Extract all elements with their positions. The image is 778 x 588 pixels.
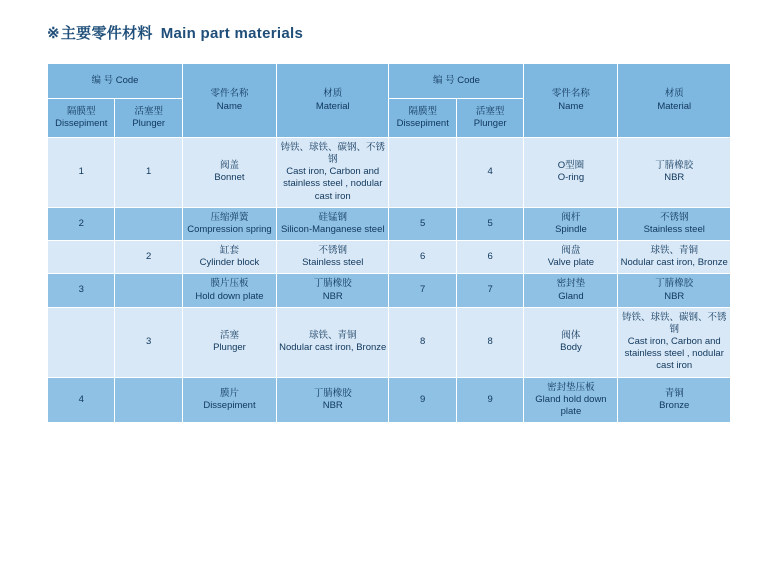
header-name-left <box>182 64 276 138</box>
cell-part-name-cn: 密封垫 <box>556 278 586 290</box>
cell-material <box>618 138 731 208</box>
header-material-left-cn: 材质 <box>323 88 343 100</box>
cell-material-cn: 铸铁、球铁、碳钢、不锈钢 <box>621 311 727 335</box>
cell-plunger-code: 5 <box>456 207 523 240</box>
cell-part-name <box>182 377 276 422</box>
cell-part-name-en: Bonnet <box>214 172 245 184</box>
cell-plunger-code <box>115 207 182 240</box>
cell-material-cn: 球铁、青铜 <box>308 329 357 341</box>
cell-part-name-cn: 缸套 <box>219 245 239 257</box>
header-material-right-en: Material <box>657 100 692 112</box>
header-plunger-left <box>115 99 182 138</box>
title-mark-icon: ※ <box>47 25 60 42</box>
header-dissepiment-left-cn: 隔膜型 <box>66 105 96 117</box>
cell-part-name <box>182 274 276 307</box>
cell-material <box>277 241 389 274</box>
table-row <box>48 274 731 307</box>
cell-part-name-cn: 膜片 <box>219 387 239 399</box>
cell-material-cn: 球铁、青铜 <box>650 245 698 257</box>
cell-material-cn: 青铜 <box>664 387 684 399</box>
cell-part-name-en: Hold down plate <box>195 290 264 302</box>
cell-part-name <box>182 241 276 274</box>
cell-material-en: Stainless steel <box>302 257 364 269</box>
header-name-left-en: Name <box>216 100 243 112</box>
cell-material-cn: 丁腈橡胶 <box>655 160 694 172</box>
header-dissepiment-left <box>48 99 115 138</box>
cell-material-cn: 不锈钢 <box>318 245 347 257</box>
table-row <box>48 377 731 422</box>
header-plunger-right-en: Plunger <box>473 118 507 129</box>
cell-dissepiment-code: 8 <box>389 307 456 377</box>
table-row <box>48 241 731 274</box>
cell-dissepiment-code: 1 <box>48 138 115 208</box>
cell-plunger-code: 3 <box>115 307 182 377</box>
cell-dissepiment-code: 5 <box>389 207 456 240</box>
cell-material-en: Cast iron, Carbon and stainless steel , nodular cast iron <box>624 336 724 372</box>
header-material-left <box>277 64 389 138</box>
cell-dissepiment-code: 3 <box>48 274 115 307</box>
cell-part-name-en: Dissepiment <box>203 399 256 411</box>
cell-part-name <box>524 138 618 208</box>
cell-part-name <box>182 307 276 377</box>
cell-material <box>277 377 389 422</box>
cell-part-name-cn: 密封垫压板 <box>547 381 595 393</box>
header-name-right-en: Name <box>558 100 584 112</box>
title-chinese: 主要零件材料 <box>60 25 153 42</box>
cell-dissepiment-code: 9 <box>389 377 456 422</box>
cell-part-name-cn: 阀杆 <box>561 211 581 223</box>
cell-material <box>618 207 731 240</box>
header-plunger-left-en: Plunger <box>132 118 166 129</box>
header-material-right-cn: 材质 <box>664 88 684 100</box>
header-code-left: 编 号 Code <box>48 64 183 99</box>
cell-part-name-en: Spindle <box>555 223 587 235</box>
table-row <box>48 138 731 208</box>
header-dissepiment-right-en: Dissepiment <box>396 118 449 129</box>
cell-part-name <box>182 207 276 240</box>
cell-material-cn: 丁腈橡胶 <box>313 278 352 290</box>
table-row <box>48 207 731 240</box>
cell-material-en: NBR <box>664 172 685 184</box>
cell-plunger-code <box>115 377 182 422</box>
header-code-right: 编 号 Code <box>389 64 524 99</box>
cell-material-cn: 丁腈橡胶 <box>655 278 694 290</box>
cell-material-cn: 不锈钢 <box>659 211 689 223</box>
header-dissepiment-left-en: Dissepiment <box>55 118 108 129</box>
cell-material <box>277 207 389 240</box>
cell-material-en: Silicon-Manganese steel <box>280 223 385 235</box>
cell-part-name-en: Cylinder block <box>199 257 260 269</box>
cell-part-name-cn: 活塞 <box>219 329 239 341</box>
cell-dissepiment-code: 7 <box>389 274 456 307</box>
header-material-left-en: Material <box>315 100 350 112</box>
cell-material-en: NBR <box>322 399 343 411</box>
cell-material-en: NBR <box>664 290 685 302</box>
cell-plunger-code: 6 <box>456 241 523 274</box>
cell-part-name-en: Plunger <box>213 342 246 354</box>
header-plunger-left-cn: 活塞型 <box>134 105 163 117</box>
cell-dissepiment-code <box>48 307 115 377</box>
table-row <box>48 307 731 377</box>
cell-material-cn: 铸铁、球铁、碳钢、不锈钢 <box>280 142 385 166</box>
cell-part-name-cn: 阀盘 <box>561 245 581 257</box>
header-name-right <box>524 64 618 138</box>
cell-material-en: Nodular cast iron, Bronze <box>279 342 387 354</box>
cell-material-cn: 丁腈橡胶 <box>313 387 352 399</box>
cell-part-name-cn: 阀盖 <box>219 160 239 172</box>
page-title <box>47 22 303 43</box>
cell-part-name-cn: 膜片压板 <box>210 278 249 290</box>
cell-material <box>277 138 389 208</box>
cell-material <box>618 377 731 422</box>
cell-plunger-code: 7 <box>456 274 523 307</box>
cell-part-name-cn: 压缩弹簧 <box>210 211 249 223</box>
cell-plunger-code: 4 <box>456 138 523 208</box>
cell-part-name-cn: O型圈 <box>557 160 585 172</box>
cell-part-name-en: Gland <box>558 290 584 302</box>
cell-plunger-code: 8 <box>456 307 523 377</box>
header-plunger-right-cn: 活塞型 <box>475 105 505 117</box>
cell-part-name <box>524 241 618 274</box>
title-english: Main part materials <box>160 25 304 42</box>
cell-part-name-en: Body <box>560 342 582 354</box>
main-part-materials-table <box>47 63 731 423</box>
cell-part-name <box>524 207 618 240</box>
cell-part-name-en: O-ring <box>557 172 585 184</box>
cell-dissepiment-code <box>389 138 456 208</box>
header-name-left-cn: 零件名称 <box>210 88 249 100</box>
cell-part-name <box>524 274 618 307</box>
cell-material-en: Cast iron, Carbon and stainless steel , nodular cast iron <box>283 166 383 202</box>
header-dissepiment-right-cn: 隔膜型 <box>408 105 437 117</box>
cell-material-en: Nodular cast iron, Bronze <box>620 257 728 269</box>
cell-part-name <box>182 138 276 208</box>
cell-part-name-cn: 阀体 <box>561 329 581 341</box>
header-plunger-right <box>456 99 523 138</box>
cell-material-en: NBR <box>322 290 343 302</box>
header-name-right-cn: 零件名称 <box>551 88 590 100</box>
cell-part-name-en: Gland hold down plate <box>535 393 607 417</box>
cell-dissepiment-code: 6 <box>389 241 456 274</box>
cell-plunger-code: 9 <box>456 377 523 422</box>
cell-material-cn: 硅锰钢 <box>318 211 347 223</box>
table-header-row-1 <box>48 64 731 99</box>
cell-plunger-code: 2 <box>115 241 182 274</box>
cell-material <box>618 274 731 307</box>
cell-plunger-code: 1 <box>115 138 182 208</box>
cell-material <box>277 307 389 377</box>
cell-dissepiment-code: 4 <box>48 377 115 422</box>
cell-material <box>277 274 389 307</box>
cell-part-name <box>524 377 618 422</box>
cell-part-name-en: Valve plate <box>547 257 595 269</box>
cell-dissepiment-code <box>48 241 115 274</box>
cell-dissepiment-code: 2 <box>48 207 115 240</box>
cell-material <box>618 241 731 274</box>
cell-part-name <box>524 307 618 377</box>
cell-material-en: Bronze <box>659 399 690 411</box>
cell-part-name-en: Compression spring <box>187 223 272 235</box>
cell-material <box>618 307 731 377</box>
cell-plunger-code <box>115 274 182 307</box>
header-dissepiment-right <box>389 99 456 138</box>
header-material-right <box>618 64 731 138</box>
cell-material-en: Stainless steel <box>643 223 705 235</box>
